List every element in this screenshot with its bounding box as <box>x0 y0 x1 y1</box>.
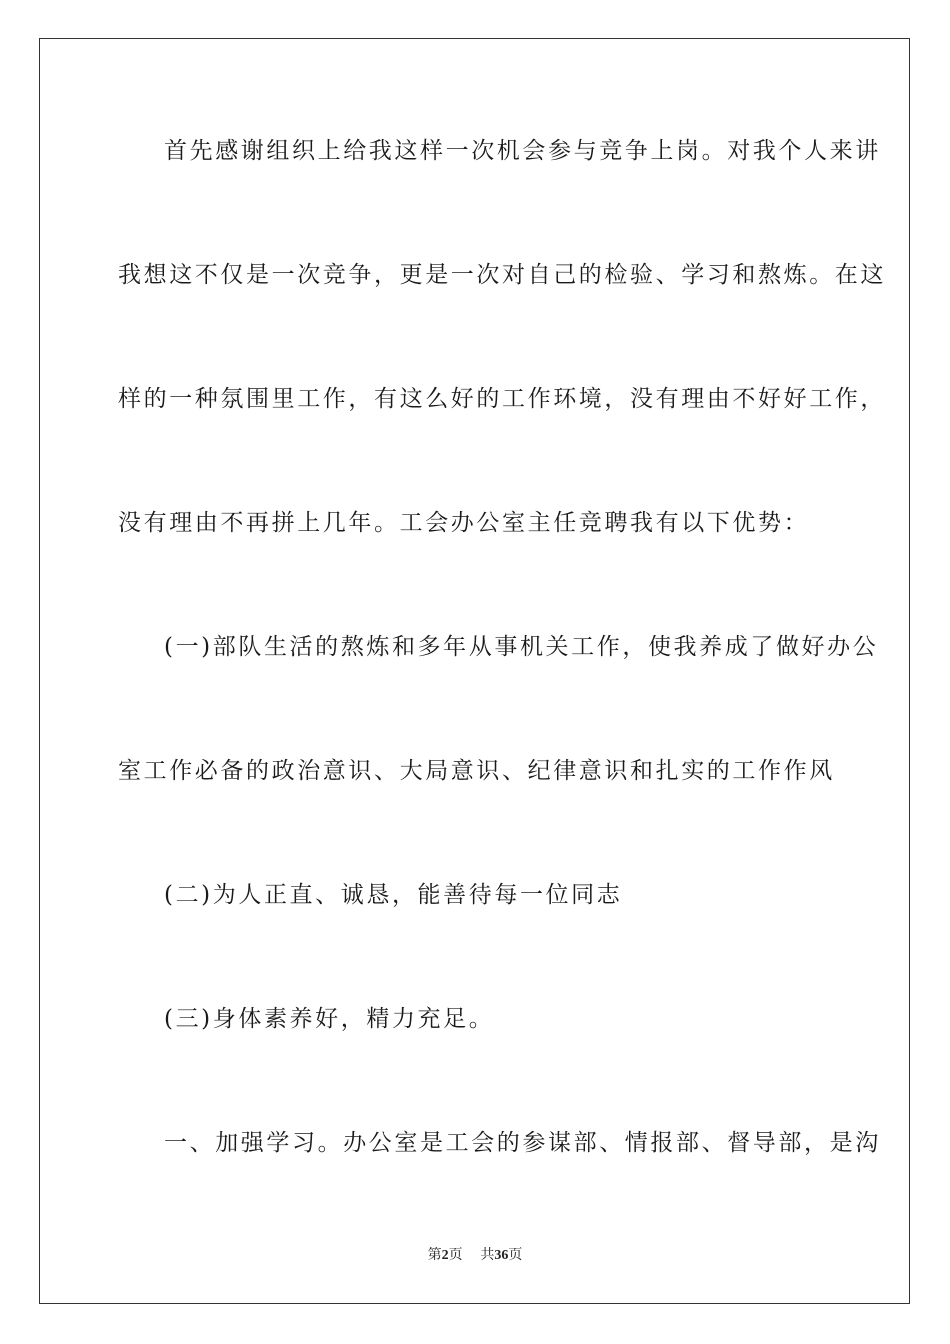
paragraph-line-4: 没有理由不再拼上几年。工会办公室主任竞聘我有以下优势： <box>118 510 810 536</box>
paragraph-line-2: 我想这不仅是一次竞争，更是一次对自己的检验、学习和熬炼。在这 <box>118 262 886 288</box>
page-prefix: 第 <box>427 1247 442 1263</box>
paragraph-line-3: 样的一种氛围里工作，有这么好的工作环境，没有理由不好好工作， <box>118 386 886 412</box>
paragraph-line-6: 室工作必备的政治意识、大局意识、纪律意识和扎实的工作作风 <box>118 758 835 784</box>
total-prefix: 共 <box>480 1247 495 1263</box>
total-pages: 36 <box>494 1248 509 1263</box>
paragraph-line-7: (二)为人正直、诚恳，能善待每一位同志 <box>164 882 623 908</box>
paragraph-line-5: (一)部队生活的熬炼和多年从事机关工作，使我养成了做好办公 <box>164 634 879 660</box>
page-border <box>39 38 910 1304</box>
paragraph-line-8: (三)身体素养好，精力充足。 <box>164 1006 495 1032</box>
page-footer <box>0 1246 950 1265</box>
paragraph-line-1: 首先感谢组织上给我这样一次机会参与竞争上岗。对我个人来讲 <box>164 138 881 164</box>
paragraph-line-9: 一、加强学习。办公室是工会的参谋部、情报部、督导部，是沟 <box>164 1130 881 1156</box>
page-number: 2 <box>441 1248 449 1263</box>
total-suffix: 页 <box>508 1247 523 1263</box>
page-suffix: 页 <box>448 1247 463 1263</box>
